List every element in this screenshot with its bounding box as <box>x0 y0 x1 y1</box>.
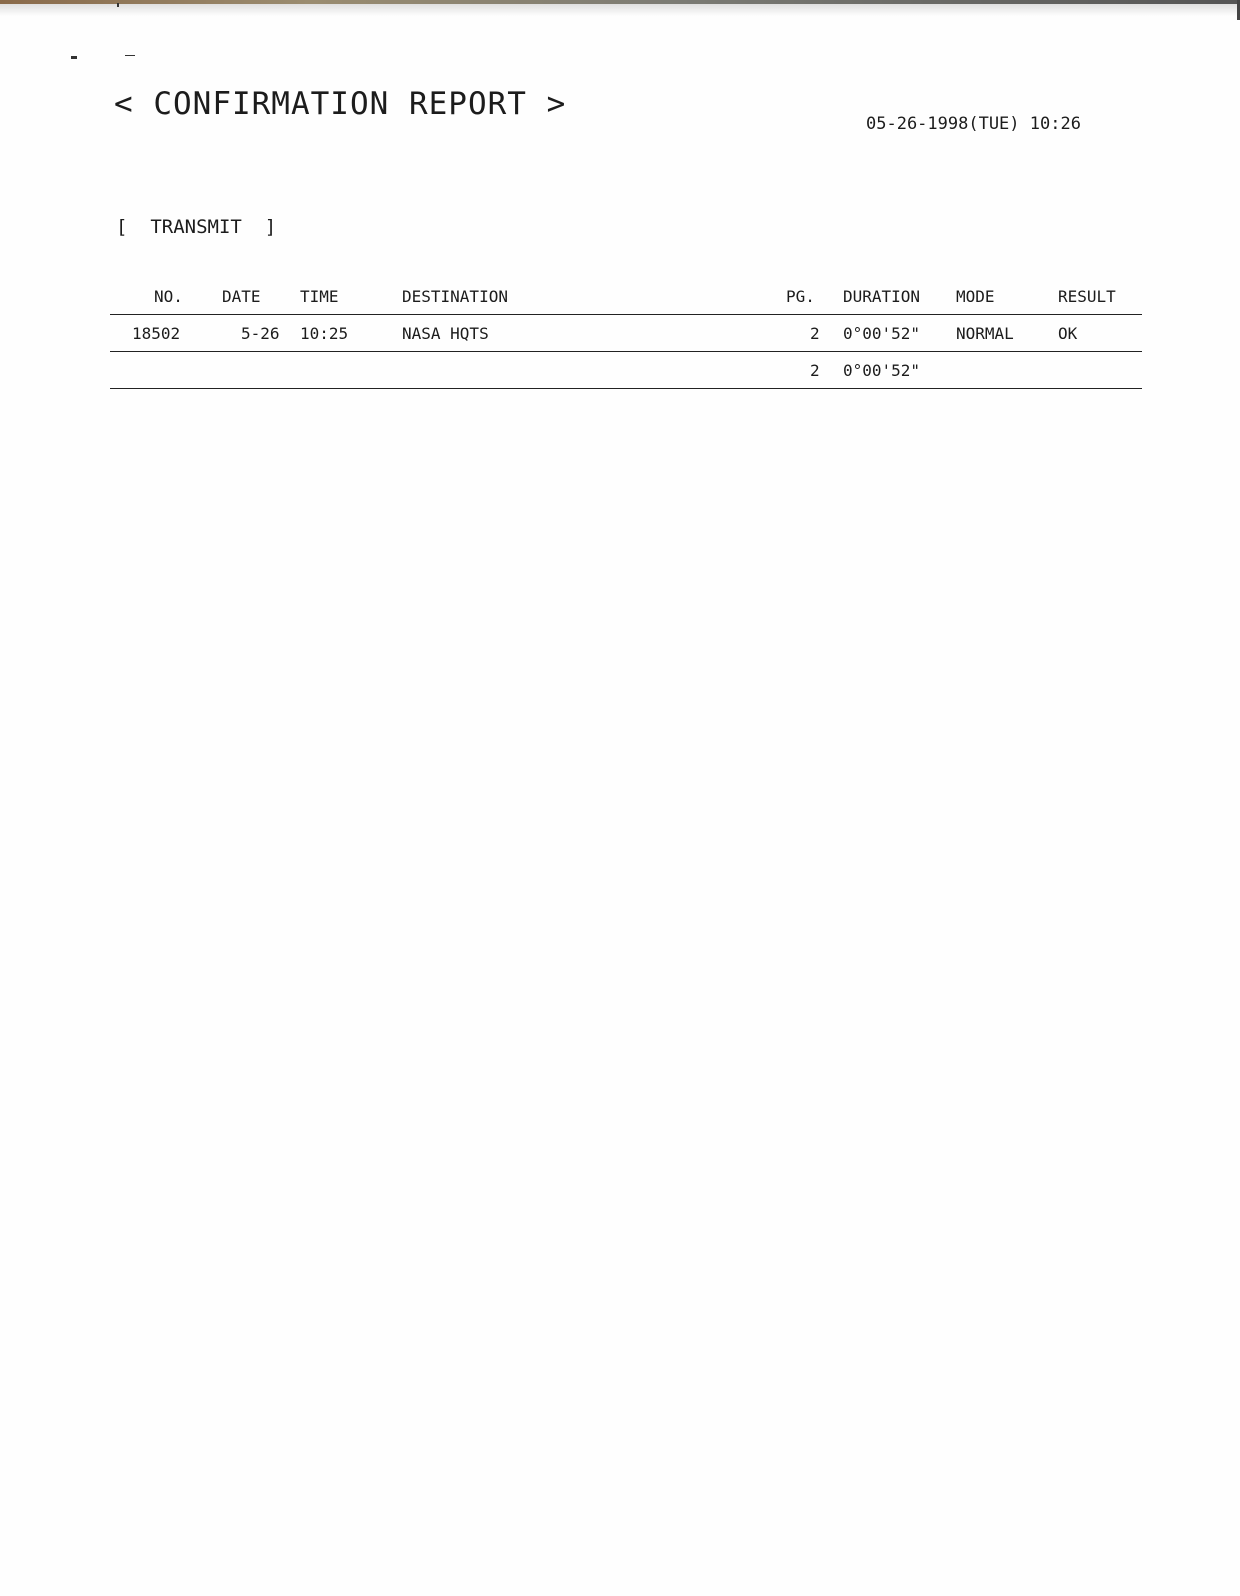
total-duration: 0°00'52" <box>843 361 921 380</box>
section-heading: [ TRANSMIT ] <box>116 216 277 238</box>
cell-result: OK <box>1058 324 1078 343</box>
header-time: TIME <box>300 287 339 306</box>
header-pg: PG. <box>786 287 815 306</box>
table-row <box>110 315 1142 351</box>
header-duration: DURATION <box>843 287 921 306</box>
cell-pg: 2 <box>810 324 820 343</box>
scan-speck <box>125 55 135 56</box>
cell-mode: NORMAL <box>956 324 1014 343</box>
table-header-row <box>110 278 1142 314</box>
report-title: < CONFIRMATION REPORT > <box>114 86 567 122</box>
report-timestamp: 05-26-1998(TUE) 10:26 <box>866 114 1081 134</box>
cell-no: 18502 <box>132 324 181 343</box>
scan-speck <box>117 3 119 7</box>
table-rule <box>110 388 1142 389</box>
header-mode: MODE <box>956 287 995 306</box>
cell-duration: 0°00'52" <box>843 324 921 343</box>
header-result: RESULT <box>1058 287 1116 306</box>
cell-date: 5-26 <box>241 324 280 343</box>
header-no: NO. <box>154 287 183 306</box>
transmission-table <box>110 278 1142 389</box>
page-top-shadow <box>0 4 1240 16</box>
total-pg: 2 <box>810 361 820 380</box>
cell-time: 10:25 <box>300 324 349 343</box>
cell-destination: NASA HQTS <box>402 324 489 343</box>
header-destination: DESTINATION <box>402 287 508 306</box>
scan-speck <box>71 56 77 59</box>
table-total-row <box>110 352 1142 388</box>
header-date: DATE <box>222 287 261 306</box>
